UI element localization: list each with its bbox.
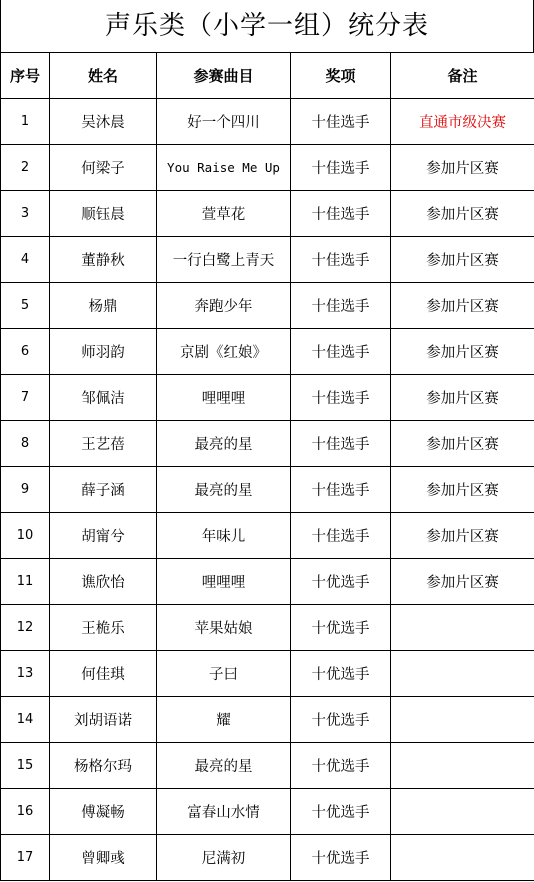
cell-remark: 参加片区赛 bbox=[391, 513, 534, 559]
cell-number: 8 bbox=[1, 421, 50, 467]
cell-song: You Raise Me Up bbox=[157, 145, 291, 191]
cell-song: 哩哩哩 bbox=[157, 559, 291, 605]
cell-song: 子曰 bbox=[157, 651, 291, 697]
cell-award: 十优选手 bbox=[291, 743, 391, 789]
cell-remark: 参加片区赛 bbox=[391, 467, 534, 513]
cell-song: 京剧《红娘》 bbox=[157, 329, 291, 375]
cell-remark bbox=[391, 651, 534, 697]
cell-remark: 参加片区赛 bbox=[391, 145, 534, 191]
table-row bbox=[1, 789, 534, 835]
cell-number: 14 bbox=[1, 697, 50, 743]
cell-number: 15 bbox=[1, 743, 50, 789]
cell-song: 苹果姑娘 bbox=[157, 605, 291, 651]
table-row bbox=[1, 99, 534, 145]
cell-song: 最亮的星 bbox=[157, 743, 291, 789]
cell-number: 3 bbox=[1, 191, 50, 237]
cell-award: 十佳选手 bbox=[291, 191, 391, 237]
cell-number: 10 bbox=[1, 513, 50, 559]
cell-name: 何梁子 bbox=[50, 145, 157, 191]
cell-number: 5 bbox=[1, 283, 50, 329]
table-row bbox=[1, 467, 534, 513]
header-song: 参赛曲目 bbox=[157, 53, 291, 99]
cell-remark bbox=[391, 789, 534, 835]
cell-song: 好一个四川 bbox=[157, 99, 291, 145]
cell-name: 邹佩洁 bbox=[50, 375, 157, 421]
cell-award: 十佳选手 bbox=[291, 467, 391, 513]
cell-name: 胡甯兮 bbox=[50, 513, 157, 559]
cell-award: 十优选手 bbox=[291, 651, 391, 697]
cell-song: 哩哩哩 bbox=[157, 375, 291, 421]
cell-award: 十佳选手 bbox=[291, 283, 391, 329]
cell-song: 一行白鹭上青天 bbox=[157, 237, 291, 283]
cell-number: 1 bbox=[1, 99, 50, 145]
table-row bbox=[1, 559, 534, 605]
cell-name: 傅凝畅 bbox=[50, 789, 157, 835]
cell-song: 尼满初 bbox=[157, 835, 291, 881]
header-award: 奖项 bbox=[291, 53, 391, 99]
header-row bbox=[1, 53, 534, 99]
cell-remark bbox=[391, 743, 534, 789]
cell-number: 9 bbox=[1, 467, 50, 513]
table-row bbox=[1, 651, 534, 697]
cell-name: 薛子涵 bbox=[50, 467, 157, 513]
cell-remark: 参加片区赛 bbox=[391, 559, 534, 605]
table-row bbox=[1, 283, 534, 329]
cell-number: 13 bbox=[1, 651, 50, 697]
cell-name: 顺钰晨 bbox=[50, 191, 157, 237]
table-row bbox=[1, 421, 534, 467]
cell-song: 最亮的星 bbox=[157, 467, 291, 513]
table-body bbox=[1, 99, 534, 881]
table-row bbox=[1, 375, 534, 421]
cell-remark: 参加片区赛 bbox=[391, 237, 534, 283]
cell-name: 董静秋 bbox=[50, 237, 157, 283]
table-row bbox=[1, 145, 534, 191]
cell-remark: 参加片区赛 bbox=[391, 329, 534, 375]
cell-name: 师羽韵 bbox=[50, 329, 157, 375]
cell-name: 王艺蓓 bbox=[50, 421, 157, 467]
cell-number: 16 bbox=[1, 789, 50, 835]
cell-remark: 参加片区赛 bbox=[391, 421, 534, 467]
cell-award: 十优选手 bbox=[291, 789, 391, 835]
cell-award: 十佳选手 bbox=[291, 329, 391, 375]
header-number: 序号 bbox=[1, 53, 50, 99]
cell-name: 刘胡语诺 bbox=[50, 697, 157, 743]
cell-award: 十优选手 bbox=[291, 697, 391, 743]
cell-award: 十佳选手 bbox=[291, 145, 391, 191]
table-row bbox=[1, 237, 534, 283]
header-remark: 备注 bbox=[391, 53, 534, 99]
cell-number: 7 bbox=[1, 375, 50, 421]
cell-number: 2 bbox=[1, 145, 50, 191]
cell-name: 曾卿彧 bbox=[50, 835, 157, 881]
cell-name: 谯欣怡 bbox=[50, 559, 157, 605]
cell-award: 十佳选手 bbox=[291, 99, 391, 145]
cell-award: 十优选手 bbox=[291, 559, 391, 605]
cell-name: 杨鼎 bbox=[50, 283, 157, 329]
table-row bbox=[1, 191, 534, 237]
cell-remark bbox=[391, 605, 534, 651]
cell-remark: 参加片区赛 bbox=[391, 283, 534, 329]
table-row bbox=[1, 743, 534, 789]
cell-number: 11 bbox=[1, 559, 50, 605]
cell-award: 十佳选手 bbox=[291, 421, 391, 467]
cell-number: 12 bbox=[1, 605, 50, 651]
cell-award: 十佳选手 bbox=[291, 513, 391, 559]
header-name: 姓名 bbox=[50, 53, 157, 99]
cell-song: 耀 bbox=[157, 697, 291, 743]
cell-name: 吴沐晨 bbox=[50, 99, 157, 145]
cell-remark: 参加片区赛 bbox=[391, 375, 534, 421]
cell-number: 17 bbox=[1, 835, 50, 881]
cell-remark: 直通市级决赛 bbox=[391, 99, 534, 145]
cell-song: 年味儿 bbox=[157, 513, 291, 559]
table-row bbox=[1, 697, 534, 743]
results-table bbox=[0, 52, 534, 881]
cell-number: 6 bbox=[1, 329, 50, 375]
cell-song: 最亮的星 bbox=[157, 421, 291, 467]
cell-name: 杨格尔玛 bbox=[50, 743, 157, 789]
cell-remark bbox=[391, 835, 534, 881]
cell-name: 王桅乐 bbox=[50, 605, 157, 651]
cell-song: 萱草花 bbox=[157, 191, 291, 237]
table-row bbox=[1, 329, 534, 375]
cell-name: 何佳琪 bbox=[50, 651, 157, 697]
cell-award: 十优选手 bbox=[291, 835, 391, 881]
cell-award: 十佳选手 bbox=[291, 237, 391, 283]
cell-award: 十佳选手 bbox=[291, 375, 391, 421]
cell-remark: 参加片区赛 bbox=[391, 191, 534, 237]
table-row bbox=[1, 835, 534, 881]
page-title: 声乐类（小学一组）统分表 bbox=[0, 0, 534, 52]
cell-number: 4 bbox=[1, 237, 50, 283]
table-row bbox=[1, 513, 534, 559]
cell-award: 十优选手 bbox=[291, 605, 391, 651]
cell-song: 富春山水情 bbox=[157, 789, 291, 835]
cell-remark bbox=[391, 697, 534, 743]
cell-song: 奔跑少年 bbox=[157, 283, 291, 329]
table-row bbox=[1, 605, 534, 651]
